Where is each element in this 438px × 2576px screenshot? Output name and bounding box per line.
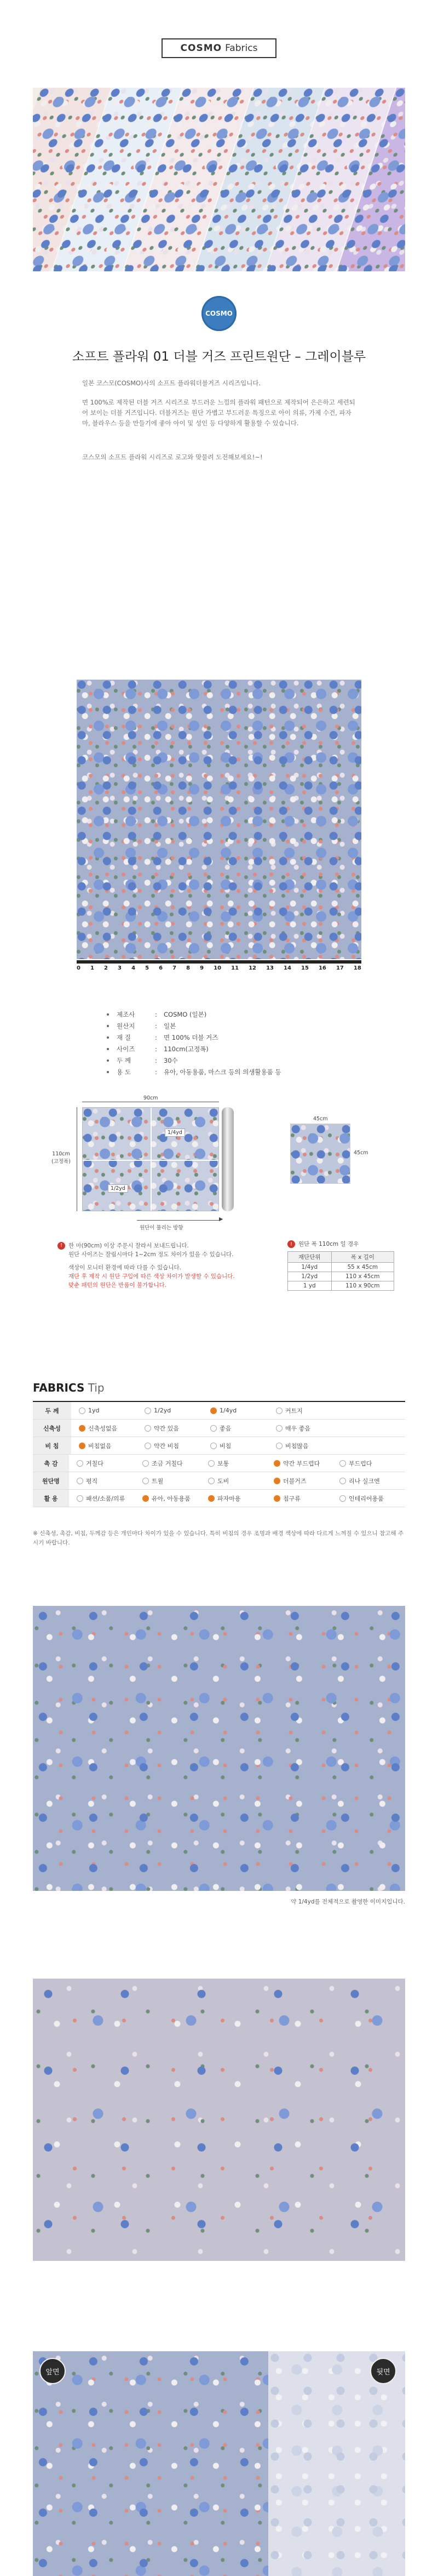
spec-key: 사이즈	[117, 1045, 135, 1053]
diagram-piece-label: 1/2yd	[108, 1184, 128, 1193]
table-row	[288, 1272, 394, 1281]
direction-arrowhead: ▶	[219, 1216, 223, 1222]
ruler-number: 12	[249, 965, 257, 971]
tip-label: 촉 감	[33, 1455, 69, 1472]
fabric-back-side	[268, 2351, 405, 2576]
spec-separator: :	[155, 1056, 157, 1064]
back-badge: 뒷면	[370, 2358, 396, 2384]
bullet-icon	[107, 1059, 109, 1062]
brand-subtitle: Fabrics	[225, 43, 258, 54]
tip-note: ※ 신축성, 촉감, 비침, 두께감 등은 개인마다 차이가 있을 수 있습니다. 특히 비침의 경우 조명과 배경 색상에 따라 다르게 느껴질 수 있으니 참고해 주시기 바랍니다.	[33, 1530, 404, 1546]
tip-title-bold: FABRICS	[33, 1381, 85, 1394]
spec-row	[107, 1031, 337, 1043]
tip-option	[274, 1494, 339, 1503]
radio-indicator-icon	[274, 1478, 280, 1484]
tip-option-label: 거칠다	[86, 1460, 103, 1467]
note-line: 색상이 모니터 환경에 따라 다를 수 있습니다.	[68, 1264, 181, 1271]
radio-indicator-icon	[208, 1460, 215, 1467]
radio-indicator-icon	[142, 1460, 149, 1467]
spec-value: COSMO (일본)	[164, 1010, 207, 1018]
spec-separator: :	[155, 1022, 157, 1030]
tip-option	[142, 1477, 208, 1485]
tip-row	[33, 1455, 405, 1472]
radio-indicator-icon	[145, 1425, 151, 1432]
ruler-number: 6	[159, 965, 163, 971]
spec-value: 110cm(고정폭)	[164, 1045, 209, 1053]
spec-key: 용 도	[117, 1068, 131, 1076]
tip-label: 두 께	[33, 1402, 71, 1419]
table-cell: 1/4yd	[288, 1263, 332, 1272]
tip-option-label: 조금 거칠다	[152, 1460, 183, 1467]
cosmo-logo: COSMO	[201, 296, 237, 331]
brand-name: COSMO	[180, 43, 222, 54]
table-cell: 1/2yd	[288, 1272, 332, 1281]
ruler-number: 8	[186, 965, 191, 971]
tip-option-label: 부드럽다	[349, 1460, 372, 1467]
tip-option-label: 보통	[217, 1460, 229, 1467]
tip-option-label: 매우 좋음	[285, 1424, 311, 1432]
radio-indicator-icon	[210, 1443, 217, 1449]
product-note: 코스모의 소프트 플라워 시리즈로 로고와 맞물려 도전해보세요!~!	[82, 453, 263, 461]
tip-option-label: 패션/소품/의류	[86, 1495, 125, 1502]
tip-option	[79, 1441, 145, 1450]
note-line-red: 재단 후 제작 시 원단 구입에 따른 색상 차이가 발생할 수 있습니다.	[68, 1273, 235, 1280]
spec-list	[107, 1008, 337, 1078]
small-swatch-width: 45cm	[313, 1116, 328, 1122]
fabric-roll-icon	[222, 1107, 234, 1211]
spec-key: 재 질	[117, 1033, 131, 1041]
spec-row	[107, 1020, 337, 1031]
table-row	[288, 1281, 394, 1291]
radio-indicator-icon	[79, 1407, 85, 1414]
radio-indicator-icon	[145, 1443, 151, 1449]
tip-option-label: 리나 실크엔	[349, 1477, 380, 1485]
spec-separator: :	[155, 1045, 157, 1053]
tip-option	[145, 1406, 210, 1415]
cut-diagram	[82, 1107, 219, 1211]
spec-separator: :	[155, 1010, 157, 1018]
tip-option-label: 유아, 아동용품	[152, 1495, 191, 1502]
tip-row	[33, 1402, 405, 1420]
ruler-number: 4	[131, 965, 136, 971]
ruler-number: 3	[118, 965, 122, 971]
tip-option-label: 파자마용	[217, 1495, 241, 1502]
hero-fabric-photo	[33, 88, 405, 271]
fabric-front-back-photo	[33, 2351, 405, 2576]
spec-row	[107, 1066, 337, 1078]
direction-label: 원단이 풀리는 방향	[140, 1225, 183, 1231]
tip-option	[210, 1406, 276, 1415]
ruler-number: 7	[172, 965, 177, 971]
radio-indicator-icon	[276, 1407, 283, 1414]
tip-option	[145, 1441, 210, 1450]
tip-option	[77, 1459, 142, 1468]
small-swatch-height: 45cm	[354, 1150, 368, 1156]
radio-indicator-icon	[339, 1460, 346, 1467]
radio-indicator-icon	[77, 1478, 83, 1484]
table-cell: 1 yd	[288, 1281, 332, 1291]
spec-value: 면 100% 더블 거즈	[164, 1033, 218, 1041]
tip-option-label: 더블거즈	[283, 1477, 307, 1485]
ruler-number: 5	[145, 965, 149, 971]
radio-indicator-icon	[210, 1407, 217, 1414]
radio-indicator-icon	[274, 1460, 280, 1467]
radio-indicator-icon	[274, 1495, 280, 1502]
fabric-photo-quarter-yard	[33, 1606, 405, 1891]
table-header: 폭 x 길이	[331, 1252, 394, 1263]
tip-option	[276, 1441, 342, 1450]
warning-icon: !	[57, 1242, 65, 1250]
tip-option	[276, 1406, 342, 1415]
table-cell: 110 x 45cm	[331, 1272, 394, 1281]
tip-option-label: 약간 부드럽다	[283, 1460, 320, 1467]
spec-row	[107, 1055, 337, 1066]
photo-caption: 약 1/4yd를 전체적으로 촬영한 이미지입니다.	[291, 1899, 405, 1905]
table-cell: 110 x 90cm	[331, 1281, 394, 1291]
fabric-photo-closeup	[33, 1979, 405, 2261]
ruler-number: 0	[77, 965, 80, 971]
tip-option	[274, 1477, 339, 1485]
fabrics-tip-title	[33, 1381, 105, 1394]
tip-option	[339, 1494, 405, 1503]
tip-option-label: 1/2yd	[154, 1407, 171, 1414]
tip-option-label: 1yd	[88, 1407, 100, 1414]
tip-option-label: 신축성없음	[88, 1424, 118, 1432]
product-intro: 일본 코스모(COSMO)사의 소프트 플라워더블거즈 시리즈입니다.	[82, 379, 261, 387]
ruler-number: 2	[104, 965, 108, 971]
tip-option	[210, 1424, 276, 1433]
tip-label: 신축성	[33, 1420, 71, 1437]
radio-indicator-icon	[208, 1478, 215, 1484]
spec-value: 일본	[164, 1022, 176, 1030]
spec-row	[107, 1008, 337, 1020]
diagram-piece-label: 1/4yd	[165, 1129, 185, 1137]
small-swatch	[290, 1124, 350, 1184]
product-title: 소프트 플라워 01 더블 거즈 프린트원단 – 그레이블루	[72, 350, 366, 364]
radio-indicator-icon	[276, 1443, 283, 1449]
radio-indicator-icon	[339, 1495, 346, 1502]
fabric-swatch-main	[77, 680, 361, 959]
tip-option-label: 커트지	[285, 1407, 303, 1415]
spec-key: 원산지	[117, 1022, 135, 1030]
tip-label: 활 용	[33, 1490, 69, 1507]
radio-indicator-icon	[145, 1407, 151, 1414]
radio-indicator-icon	[339, 1478, 346, 1484]
bullet-icon	[107, 1013, 109, 1016]
spec-value: 30수	[164, 1056, 178, 1064]
tip-option-label: 비침없음	[88, 1442, 112, 1450]
ruler	[77, 960, 361, 974]
note-line-red: 맞춘 패턴의 원단은 반품이 불가합니다.	[68, 1282, 166, 1289]
bullet-icon	[107, 1025, 109, 1027]
table-header: 재단단위	[288, 1252, 332, 1263]
radio-indicator-icon	[79, 1443, 85, 1449]
product-description: 면 100%로 제작된 더블 거즈 시리즈로 부드러운 느낌의 플라워 패턴으로 제작되어 은은하고 세련되어 보이는 더블 거즈입니다. 더블거즈는 원단 가볍고 부드러운 특징으로 아이 의류, 가제 수건, 파자마, 블라우스 등을 만들기에 좋아 아이 및 성인 등 다양하게 활용할 수 있습니다.	[82, 398, 355, 427]
ruler-number: 9	[200, 965, 204, 971]
bullet-icon	[107, 1048, 109, 1050]
width-table-heading: 원단 폭 110cm 일 경우	[298, 1241, 359, 1247]
tip-option	[208, 1477, 274, 1485]
diagram-divider	[151, 1108, 152, 1211]
tip-option	[208, 1459, 274, 1468]
tip-row	[33, 1472, 405, 1490]
ruler-bar	[77, 960, 361, 964]
tip-option	[77, 1494, 142, 1503]
ruler-number: 18	[353, 965, 361, 971]
tip-option	[208, 1494, 274, 1503]
spec-separator: :	[155, 1068, 157, 1076]
ruler-number: 13	[266, 965, 274, 971]
note-line: 원단 사이즈는 잘림시마다 1~2cm 정도 차이가 있을 수 있습니다.	[68, 1251, 234, 1258]
ruler-numbers	[77, 965, 361, 971]
fabric-front-side	[33, 2351, 268, 2576]
tip-option	[210, 1441, 276, 1450]
tip-row	[33, 1437, 405, 1455]
tip-option-label: 도비	[217, 1477, 229, 1485]
bullet-icon	[107, 1071, 109, 1073]
tip-option-label: 트윌	[152, 1477, 164, 1485]
tip-option	[339, 1477, 405, 1485]
table-cell: 55 x 45cm	[331, 1263, 394, 1272]
ruler-number: 10	[214, 965, 222, 971]
ruler-number: 15	[301, 965, 309, 971]
table-row	[288, 1263, 394, 1272]
spec-key: 두 께	[117, 1056, 131, 1064]
tip-option-label: 인테리어용품	[349, 1495, 384, 1502]
tip-title-light: Tip	[88, 1381, 105, 1394]
radio-indicator-icon	[77, 1495, 83, 1502]
tip-option	[77, 1477, 142, 1485]
tip-option-label: 좋음	[220, 1424, 232, 1432]
spec-separator: :	[155, 1033, 157, 1041]
tip-option-label: 약간 있음	[154, 1424, 180, 1432]
tip-option-label: 평직	[86, 1477, 98, 1485]
tip-option-label: 비침	[220, 1442, 232, 1450]
direction-arrow	[137, 1220, 219, 1221]
radio-indicator-icon	[142, 1495, 149, 1502]
front-badge: 앞면	[39, 2358, 66, 2384]
radio-indicator-icon	[77, 1460, 83, 1467]
radio-indicator-icon	[79, 1425, 85, 1432]
info-icon: !	[287, 1240, 295, 1248]
ruler-number: 16	[318, 965, 326, 971]
tip-option	[142, 1459, 208, 1468]
tip-option-label: 1/4yd	[220, 1407, 237, 1414]
tip-option	[339, 1459, 405, 1468]
tip-option	[276, 1424, 342, 1433]
ruler-number: 14	[284, 965, 291, 971]
note-line: 한 마(90cm) 이상 주문시 잘라서 보내드립니다.	[68, 1243, 189, 1249]
fabrics-tip-table	[33, 1401, 405, 1507]
spec-value: 유아, 아동용품, 마스크 등의 의생활용품 등	[164, 1068, 281, 1076]
diagram-width-label: 90cm	[143, 1095, 158, 1101]
tip-label: 비 침	[33, 1437, 71, 1454]
ruler-number: 11	[231, 965, 239, 971]
brand-header	[162, 38, 276, 58]
bullet-icon	[107, 1036, 109, 1039]
tip-option	[79, 1406, 145, 1415]
tip-option	[145, 1424, 210, 1433]
width-table	[287, 1240, 394, 1291]
radio-indicator-icon	[142, 1478, 149, 1484]
spec-row	[107, 1043, 337, 1055]
spec-key: 제조사	[117, 1010, 135, 1018]
ruler-number: 1	[90, 965, 94, 971]
tip-row	[33, 1420, 405, 1437]
tip-option	[142, 1494, 208, 1503]
tip-row	[33, 1490, 405, 1507]
diagram-height-label: 110cm (고정폭)	[51, 1151, 71, 1165]
tip-option	[274, 1459, 339, 1468]
tip-option-label: 약간 비침	[154, 1442, 180, 1450]
radio-indicator-icon	[276, 1425, 283, 1432]
radio-indicator-icon	[208, 1495, 215, 1502]
tip-option-label: 침구류	[283, 1495, 301, 1502]
tip-label: 원단명	[33, 1472, 69, 1489]
order-notes	[57, 1241, 238, 1290]
tip-option-label: 비침많음	[285, 1442, 309, 1450]
tip-option	[79, 1424, 145, 1433]
ruler-number: 17	[336, 965, 344, 971]
radio-indicator-icon	[210, 1425, 217, 1432]
